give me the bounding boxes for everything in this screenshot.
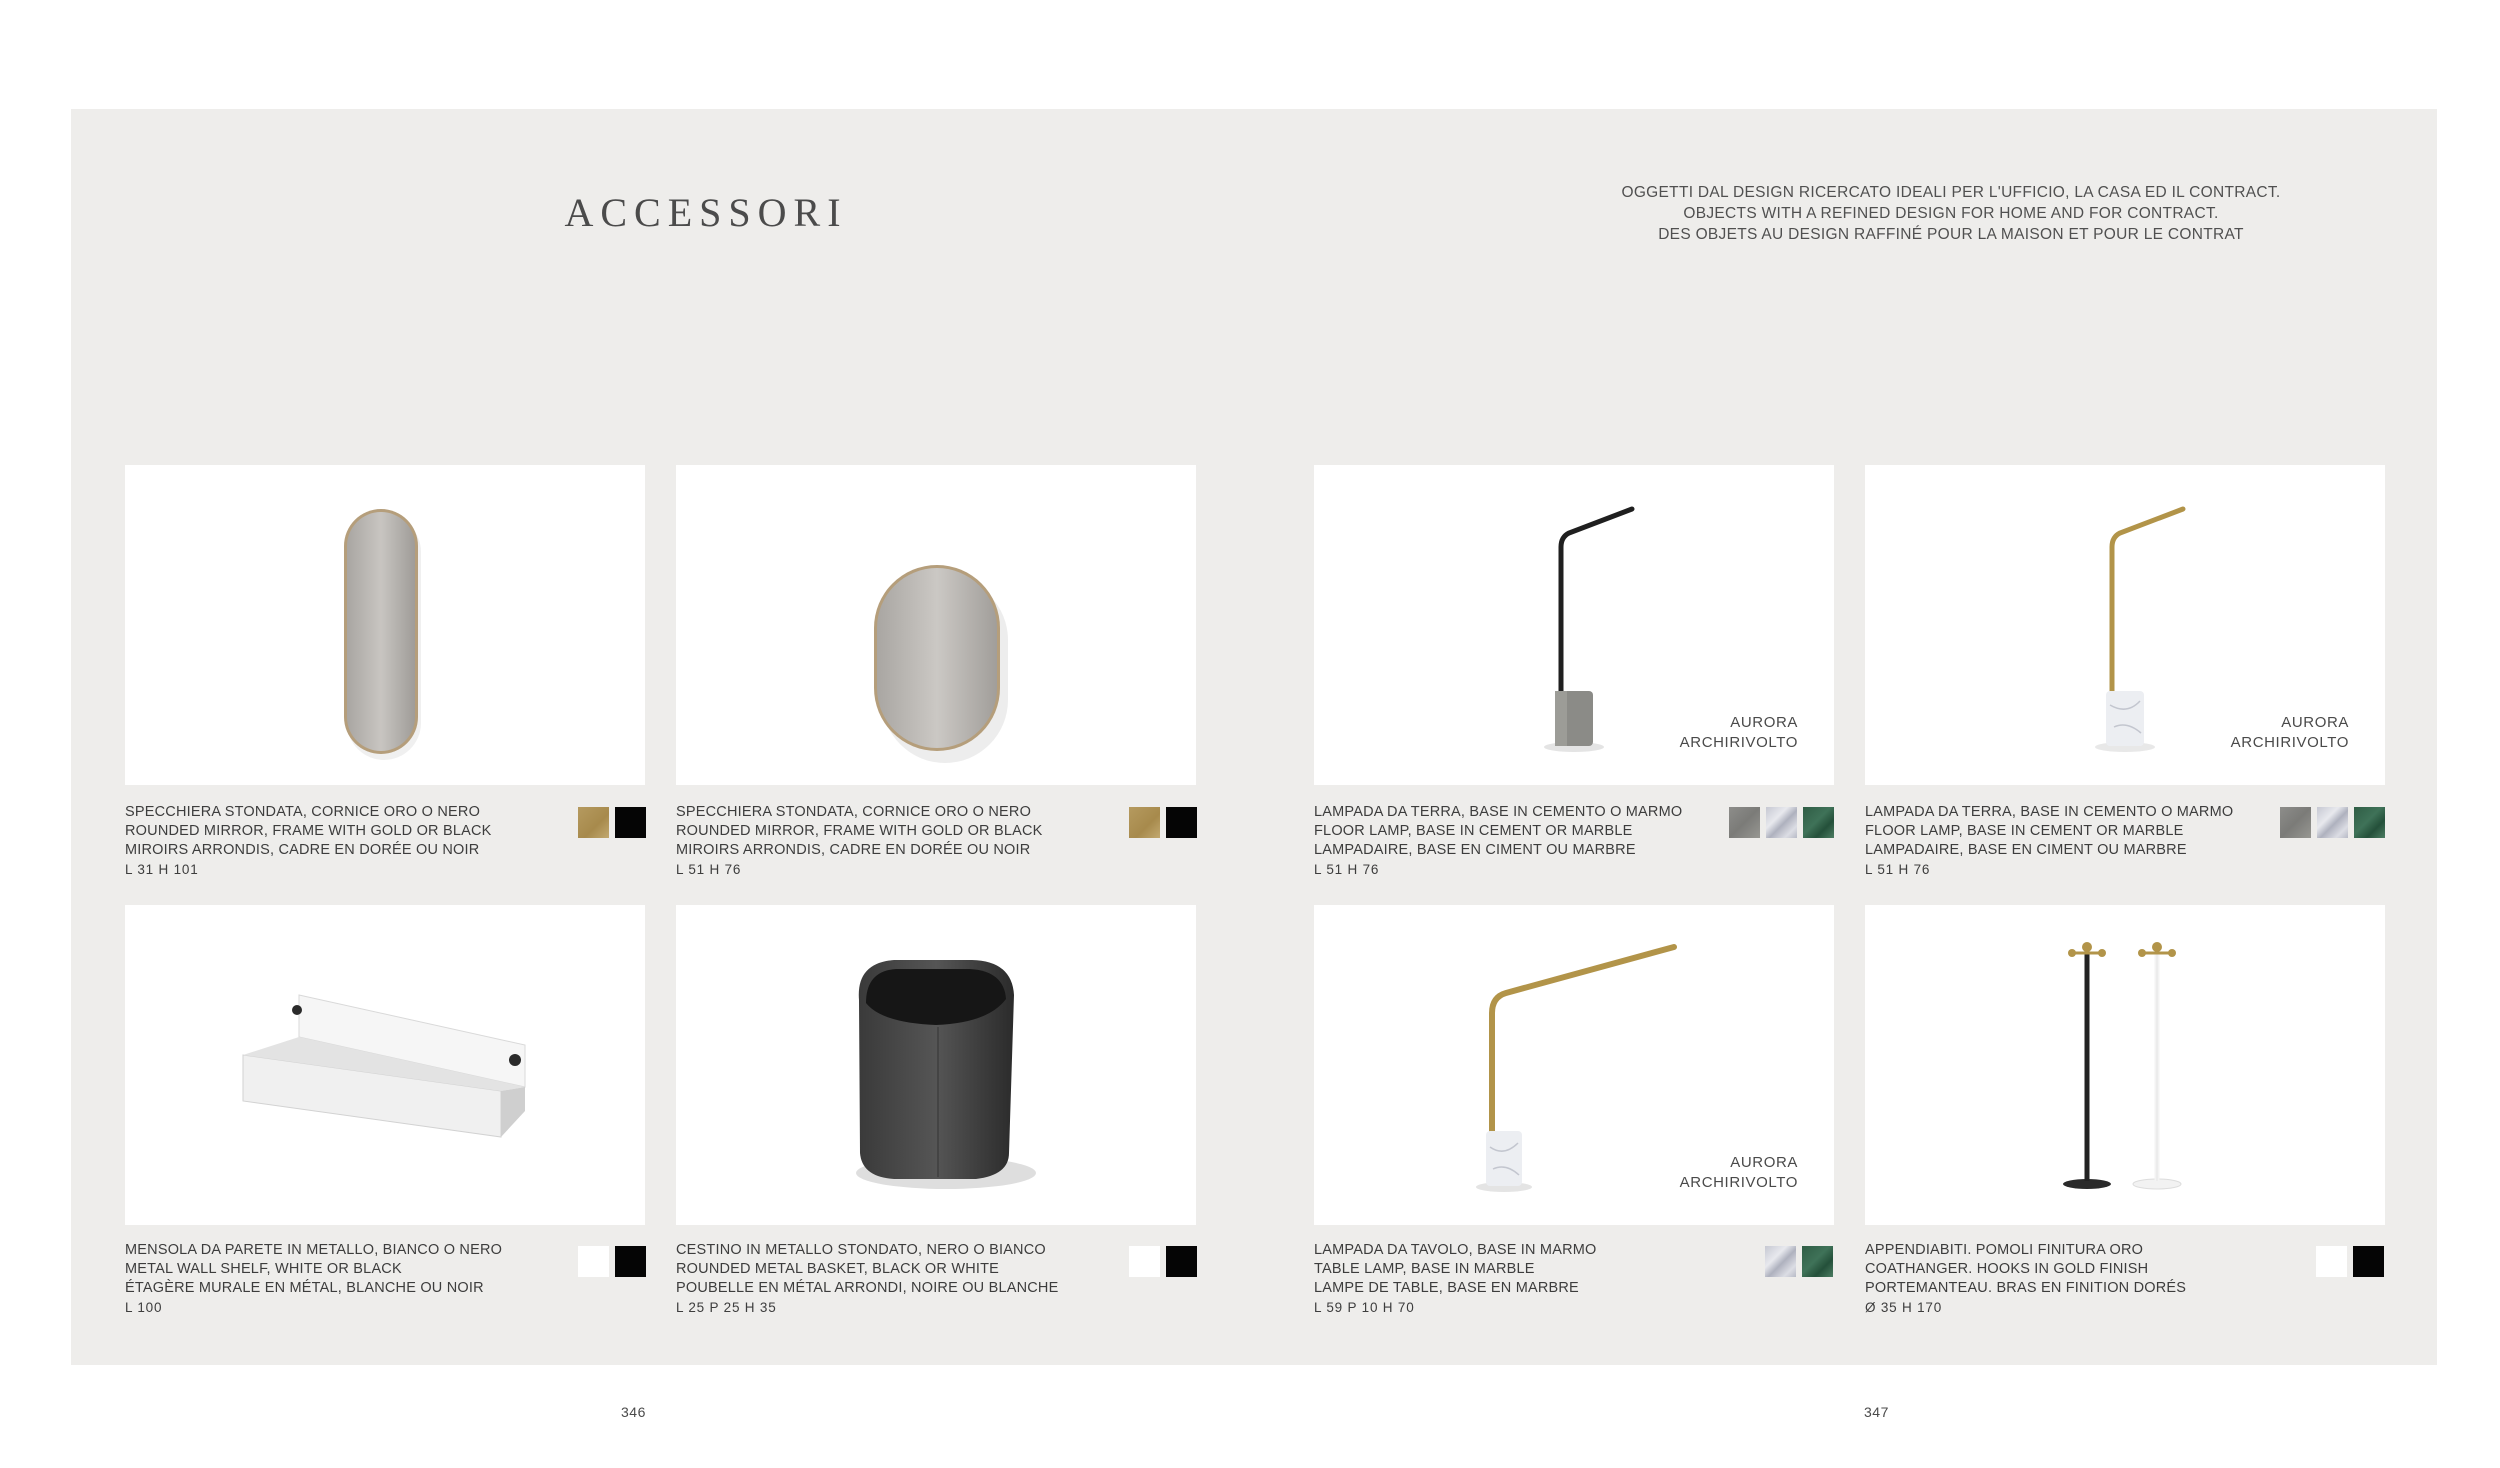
description-line-it: CESTINO IN METALLO STONDATO, NERO O BIANCO — [676, 1242, 1046, 1258]
swatch-marble[interactable] — [2317, 807, 2348, 838]
description-line-fr: ÉTAGÈRE MURALE EN MÉTAL, BLANCHE OU NOIR — [125, 1280, 484, 1296]
brand-label — [1680, 1153, 1798, 1193]
product-image-wall-shelf[interactable] — [125, 905, 645, 1225]
color-swatches-6 — [1129, 1246, 1197, 1277]
description-line-it: SPECCHIERA STONDATA, CORNICE ORO O NERO — [676, 804, 1032, 820]
swatch-marble[interactable] — [1766, 807, 1797, 838]
product-description-4 — [1865, 803, 2245, 879]
brand-label — [2231, 713, 2349, 753]
description-line-en: ROUNDED MIRROR, FRAME WITH GOLD OR BLACK — [125, 823, 492, 839]
description-line-en: FLOOR LAMP, BASE IN CEMENT OR MARBLE — [1865, 823, 2184, 839]
description-line-en: TABLE LAMP, BASE IN MARBLE — [1314, 1261, 1535, 1277]
description-line-it: LAMPADA DA TERRA, BASE IN CEMENTO O MARMO — [1314, 804, 1683, 820]
product-dimensions: L 59 P 10 H 70 — [1314, 1300, 1415, 1315]
description-line-en: ROUNDED MIRROR, FRAME WITH GOLD OR BLACK — [676, 823, 1043, 839]
color-swatches-4 — [2280, 807, 2385, 838]
section-intro — [1471, 182, 2431, 245]
brand-name: AURORA — [1730, 714, 1798, 731]
product-dimensions: L 31 H 101 — [125, 862, 199, 877]
swatch-black[interactable] — [2353, 1246, 2384, 1277]
product-description-7 — [1314, 1241, 1694, 1317]
brand-maker: ARCHIRIVOLTO — [1679, 734, 1798, 751]
metal-basket-illustration — [676, 905, 1196, 1225]
brand-maker: ARCHIRIVOLTO — [1679, 1174, 1798, 1191]
section-title: ACCESSORI — [564, 190, 848, 235]
oval-mirror-illustration — [676, 465, 1196, 785]
swatch-white[interactable] — [2316, 1246, 2347, 1277]
product-dimensions: L 51 H 76 — [1865, 862, 1931, 877]
color-swatches-7 — [1765, 1246, 1833, 1277]
color-swatches-5 — [578, 1246, 646, 1277]
intro-line-en: OBJECTS WITH A REFINED DESIGN FOR HOME AND FOR CONTRACT. — [1683, 205, 2219, 222]
description-line-fr: MIROIRS ARRONDIS, CADRE EN DORÉE OU NOIR — [676, 842, 1031, 858]
product-image-tall-mirror[interactable] — [125, 465, 645, 785]
product-image-metal-basket[interactable] — [676, 905, 1196, 1225]
product-description-2 — [676, 803, 1056, 879]
wall-shelf-illustration — [125, 905, 645, 1225]
swatch-white[interactable] — [578, 1246, 609, 1277]
brand-name: AURORA — [2281, 714, 2349, 731]
description-line-fr: PORTEMANTEAU. BRAS EN FINITION DORÉS — [1865, 1280, 2187, 1296]
swatch-black[interactable] — [615, 1246, 646, 1277]
page-number-left: 346 — [621, 1404, 646, 1420]
brand-name: AURORA — [1730, 1154, 1798, 1171]
product-image-coathanger[interactable] — [1865, 905, 2385, 1225]
description-line-en: COATHANGER. HOOKS IN GOLD FINISH — [1865, 1261, 2149, 1277]
description-line-en: FLOOR LAMP, BASE IN CEMENT OR MARBLE — [1314, 823, 1633, 839]
description-line-it: LAMPADA DA TERRA, BASE IN CEMENTO O MARMO — [1865, 804, 2234, 820]
description-line-it: MENSOLA DA PARETE IN METALLO, BIANCO O NERO — [125, 1242, 503, 1258]
swatch-cement[interactable] — [2280, 807, 2311, 838]
product-image-floor-lamp-black[interactable] — [1314, 465, 1834, 785]
swatch-cement[interactable] — [1729, 807, 1760, 838]
brand-maker: ARCHIRIVOLTO — [2230, 734, 2349, 751]
page-number-right: 347 — [1864, 1404, 1889, 1420]
product-image-table-lamp[interactable] — [1314, 905, 1834, 1225]
swatch-black[interactable] — [1166, 1246, 1197, 1277]
product-image-oval-mirror[interactable] — [676, 465, 1196, 785]
description-line-it: APPENDIABITI. POMOLI FINITURA ORO — [1865, 1242, 2144, 1258]
intro-line-fr: DES OBJETS AU DESIGN RAFFINÉ POUR LA MAISON ET POUR LE CONTRAT — [1658, 226, 2244, 243]
product-dimensions: L 51 H 76 — [676, 862, 742, 877]
color-swatches-8 — [2316, 1246, 2384, 1277]
description-line-fr: LAMPE DE TABLE, BASE EN MARBRE — [1314, 1280, 1579, 1296]
swatch-green-marble[interactable] — [2354, 807, 2385, 838]
description-line-fr: MIROIRS ARRONDIS, CADRE EN DORÉE OU NOIR — [125, 842, 480, 858]
swatch-green-marble[interactable] — [1803, 807, 1834, 838]
swatch-marble[interactable] — [1765, 1246, 1796, 1277]
tall-mirror-illustration — [125, 465, 645, 785]
product-description-1 — [125, 803, 505, 879]
description-line-en: METAL WALL SHELF, WHITE OR BLACK — [125, 1261, 402, 1277]
product-image-floor-lamp-gold[interactable] — [1865, 465, 2385, 785]
product-description-6 — [676, 1241, 1059, 1317]
intro-line-it: OGGETTI DAL DESIGN RICERCATO IDEALI PER L'UFFICIO, LA CASA ED IL CONTRACT. — [1621, 184, 2281, 201]
description-line-it: LAMPADA DA TAVOLO, BASE IN MARMO — [1314, 1242, 1597, 1258]
product-dimensions: L 51 H 76 — [1314, 862, 1380, 877]
product-description-8 — [1865, 1241, 2245, 1317]
color-swatches-3 — [1729, 807, 1834, 838]
product-dimensions: Ø 35 H 170 — [1865, 1300, 1943, 1315]
product-dimensions: L 100 — [125, 1300, 163, 1315]
color-swatches-2 — [1129, 807, 1197, 838]
description-line-fr: LAMPADAIRE, BASE EN CIMENT OU MARBRE — [1865, 842, 2187, 858]
brand-label — [1680, 713, 1798, 753]
swatch-black[interactable] — [1166, 807, 1197, 838]
coathanger-illustration — [1865, 905, 2385, 1225]
swatch-green-marble[interactable] — [1802, 1246, 1833, 1277]
swatch-black[interactable] — [615, 807, 646, 838]
swatch-gold[interactable] — [1129, 807, 1160, 838]
description-line-fr: POUBELLE EN MÉTAL ARRONDI, NOIRE OU BLANCHE — [676, 1280, 1059, 1296]
product-dimensions: L 25 P 25 H 35 — [676, 1300, 777, 1315]
swatch-white[interactable] — [1129, 1246, 1160, 1277]
swatch-gold[interactable] — [578, 807, 609, 838]
product-description-5 — [125, 1241, 505, 1317]
product-description-3 — [1314, 803, 1694, 879]
description-line-fr: LAMPADAIRE, BASE EN CIMENT OU MARBRE — [1314, 842, 1636, 858]
description-line-en: ROUNDED METAL BASKET, BLACK OR WHITE — [676, 1261, 1000, 1277]
description-line-it: SPECCHIERA STONDATA, CORNICE ORO O NERO — [125, 804, 481, 820]
color-swatches-1 — [578, 807, 646, 838]
